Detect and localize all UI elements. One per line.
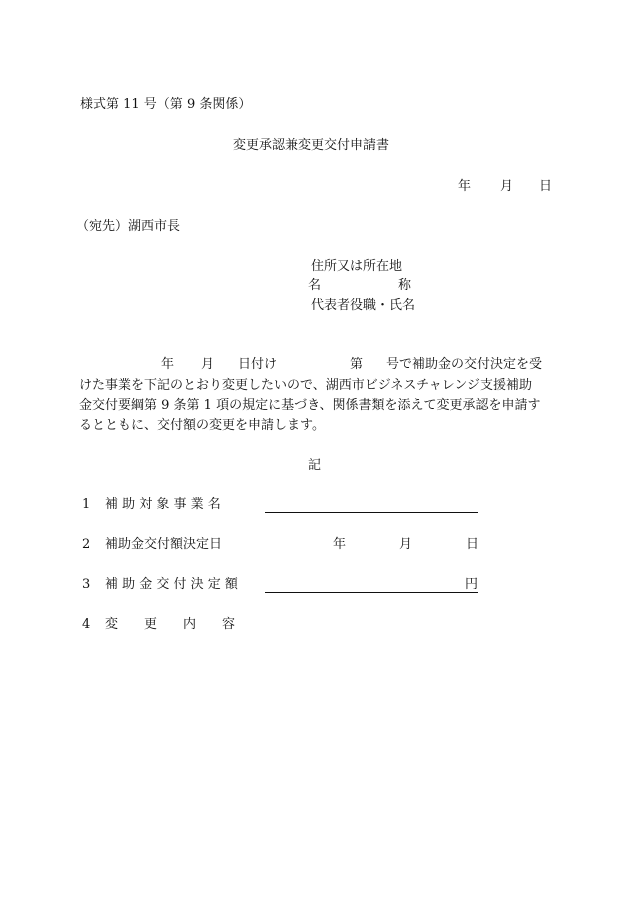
item-4-number: 4 xyxy=(82,617,91,632)
date-year-label: 年 xyxy=(458,179,472,194)
applicant-address-label: 住所又は所在地 xyxy=(311,259,403,274)
applicant-representative-label: 代表者役職・氏名 xyxy=(311,298,416,313)
applicant-name-label-2: 称 xyxy=(398,278,412,293)
document-title: 変更承認兼変更交付申請書 xyxy=(233,138,390,153)
item-3-label: 補 助 金 交 付 決 定 額 xyxy=(105,577,238,592)
item-2-month-label: 月 xyxy=(399,537,413,552)
item-3-number: 3 xyxy=(82,577,91,592)
body-year: 年 xyxy=(161,357,175,372)
item-3-yen-unit: 円 xyxy=(465,577,479,592)
item-2-day-label: 日 xyxy=(466,537,480,552)
item-2-year-label: 年 xyxy=(333,537,347,552)
body-line2: けた事業を下記のとおり変更したいので、湖西市ビジネスチャレンジ支援補助 xyxy=(79,378,533,393)
item-4-label: 変 更 内 容 xyxy=(105,617,236,632)
body-month: 月 xyxy=(201,357,215,372)
item-2-label: 補助金交付額決定日 xyxy=(105,537,223,552)
item-1-number: 1 xyxy=(82,497,91,512)
body-line1-rest: 号で補助金の交付決定を受 xyxy=(386,357,543,372)
body-line4: るとともに、交付額の変更を申請します。 xyxy=(79,418,325,433)
ki-heading: 記 xyxy=(308,458,322,473)
body-dated: 日付け xyxy=(238,357,278,372)
date-month-label: 月 xyxy=(500,179,514,194)
form-number: 様式第 11 号（第 9 条関係） xyxy=(80,97,252,112)
body-line3: 金交付要綱第 9 条第 1 項の規定に基づき、関係書類を添えて変更承認を申請す xyxy=(79,398,541,413)
applicant-name-label-1: 名 xyxy=(308,278,322,293)
item-1-label: 補 助 対 象 事 業 名 xyxy=(105,497,221,512)
item-1-entry-line xyxy=(265,512,478,513)
date-day-label: 日 xyxy=(539,179,553,194)
body-dai: 第 xyxy=(350,357,364,372)
addressee: （宛先）湖西市長 xyxy=(76,219,181,234)
item-2-number: 2 xyxy=(82,537,91,552)
item-3-entry-line xyxy=(265,592,478,593)
